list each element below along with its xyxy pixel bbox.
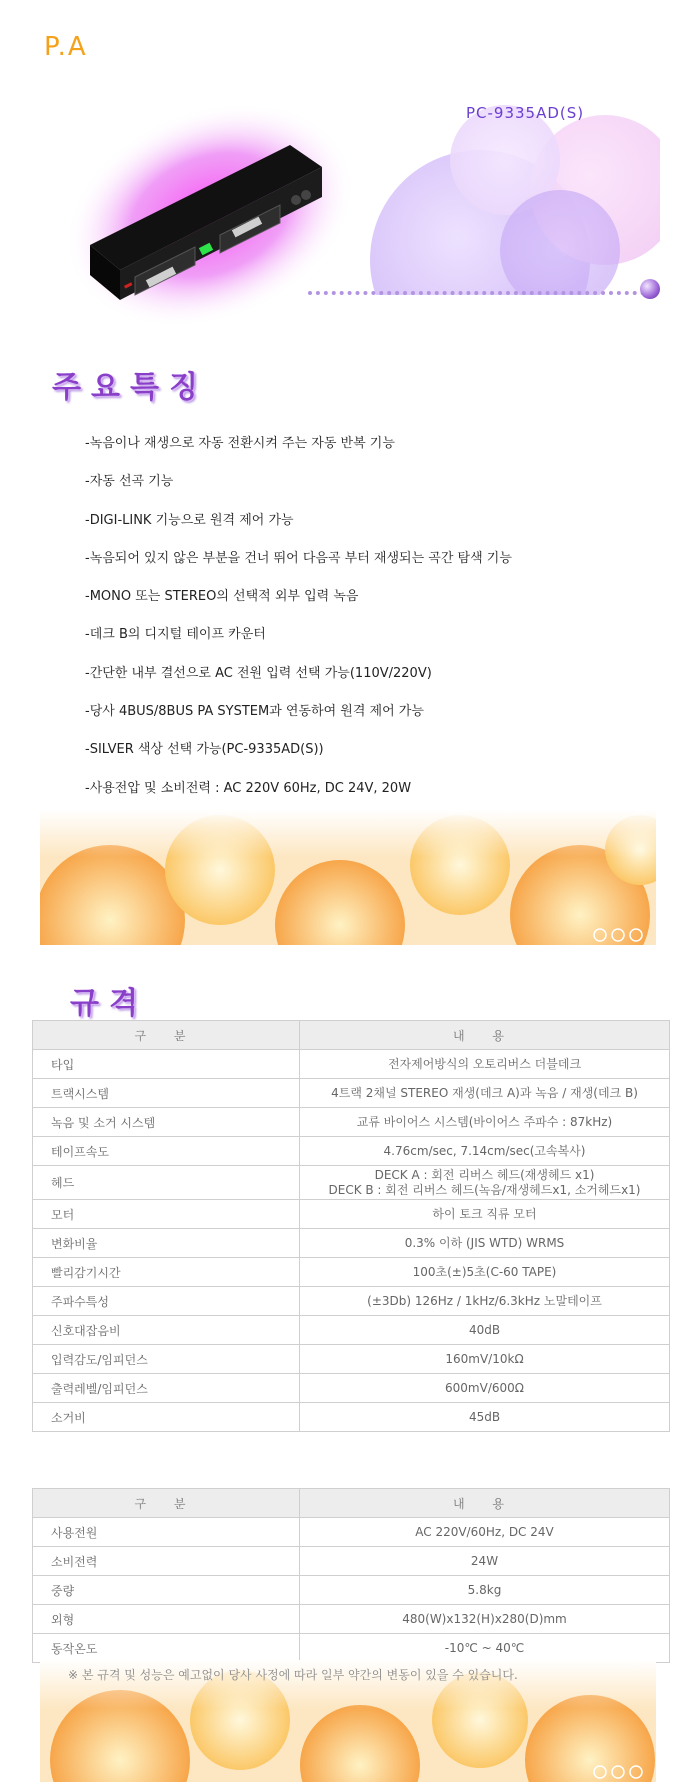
row-value: -10℃ ~ 40℃	[300, 1634, 670, 1663]
row-value: 24W	[300, 1547, 670, 1576]
row-label: 사용전원	[33, 1518, 300, 1547]
row-label: 입력감도/임피던스	[33, 1345, 300, 1374]
table-row	[33, 1200, 670, 1229]
feature-list	[85, 432, 645, 853]
table-row	[33, 1345, 670, 1374]
row-label: 녹음 및 소거 시스템	[33, 1108, 300, 1137]
feature-item: -자동 선곡 기능	[85, 474, 174, 490]
row-label: 테이프속도	[33, 1137, 300, 1166]
row-value: 교류 바이어스 시스템(바이어스 주파수 : 87kHz)	[300, 1108, 670, 1137]
row-label: 소비전력	[33, 1547, 300, 1576]
header-category: 구 분	[33, 1489, 300, 1518]
row-label: 주파수특성	[33, 1287, 300, 1316]
row-value: 45dB	[300, 1403, 670, 1432]
header-category: 구 분	[33, 1021, 300, 1050]
row-value: 전자제어방식의 오토리버스 더블데크	[300, 1050, 670, 1079]
row-value: DECK A : 회전 리버스 헤드(재생헤드 x1) DECK B : 회전 리버스 헤드(녹음/재생헤드x1, 소거헤드x1)	[300, 1166, 670, 1200]
orange-decor-band	[40, 810, 656, 945]
table-row	[33, 1079, 670, 1108]
table-row	[33, 1287, 670, 1316]
row-value: 40dB	[300, 1316, 670, 1345]
feature-item: -당사 4BUS/8BUS PA SYSTEM과 연동하여 원격 제어 가능	[85, 704, 424, 720]
feature-item: -사용전압 및 소비전력 : AC 220V 60Hz, DC 24V, 20W	[85, 780, 412, 796]
table-row	[33, 1576, 670, 1605]
table-row	[33, 1547, 670, 1576]
features-title: 주요특징	[52, 370, 208, 405]
feature-item: -녹음되어 있지 않은 부분을 건너 뛰어 다음곡 부터 재생되는 곡간 탐색 기능	[85, 550, 512, 566]
row-label: 중량	[33, 1576, 300, 1605]
header-content: 내 용	[300, 1489, 670, 1518]
row-value: 4.76cm/sec, 7.14cm/sec(고속복사)	[300, 1137, 670, 1166]
row-label: 출력레벨/임피던스	[33, 1374, 300, 1403]
row-value: (±3Db) 126Hz / 1kHz/6.3kHz 노말테이프	[300, 1287, 670, 1316]
power-table	[32, 1488, 670, 1663]
row-label: 신호대잡음비	[33, 1316, 300, 1345]
table-row	[33, 1137, 670, 1166]
disclaimer-note: ※ 본 규격 및 성능은 예고없이 당사 사정에 따라 일부 약간의 변동이 있을 수 있습니다.	[68, 1668, 518, 1682]
row-value: 0.3% 이하 (JIS WTD) WRMS	[300, 1229, 670, 1258]
row-value: 160mV/10kΩ	[300, 1345, 670, 1374]
feature-item: -SILVER 색상 선택 가능(PC-9335AD(S))	[85, 742, 324, 758]
spec-table	[32, 1020, 670, 1432]
feature-item: -녹음이나 재생으로 자동 전환시켜 주는 자동 반복 기능	[85, 436, 395, 451]
row-label: 변화비율	[33, 1229, 300, 1258]
row-label: 타입	[33, 1050, 300, 1079]
table-row	[33, 1258, 670, 1287]
table-header-row	[33, 1489, 670, 1518]
row-value: 100초(±)5초(C-60 TAPE)	[300, 1258, 670, 1287]
table-row	[33, 1403, 670, 1432]
spec-title: 규격	[70, 986, 148, 1021]
row-value: 480(W)x132(H)x280(D)mm	[300, 1605, 670, 1634]
table-row	[33, 1166, 670, 1200]
purple-ball-icon	[640, 279, 660, 299]
table-row	[33, 1108, 670, 1137]
table-row	[33, 1316, 670, 1345]
row-value: 4트랙 2채널 STEREO 재생(데크 A)과 녹음 / 재생(데크 B)	[300, 1079, 670, 1108]
row-label: 외형	[33, 1605, 300, 1634]
feature-item: -간단한 내부 결선으로 AC 전원 입력 선택 가능(110V/220V)	[85, 665, 432, 681]
table-row	[33, 1605, 670, 1634]
table-row	[33, 1518, 670, 1547]
feature-item: -MONO 또는 STEREO의 선택적 외부 입력 녹음	[85, 589, 359, 605]
header-content: 내 용	[300, 1021, 670, 1050]
row-value: 600mV/600Ω	[300, 1374, 670, 1403]
table-header-row	[33, 1021, 670, 1050]
row-label: 동작온도	[33, 1634, 300, 1663]
row-value: 하이 토크 직류 모터	[300, 1200, 670, 1229]
feature-item: -DIGI-LINK 기능으로 원격 제어 가능	[85, 512, 294, 528]
table-row	[33, 1374, 670, 1403]
row-label: 소거비	[33, 1403, 300, 1432]
category-title: P.A	[44, 32, 88, 62]
feature-item: -데크 B의 디지털 테이프 카운터	[85, 627, 266, 643]
row-label: 트랙시스템	[33, 1079, 300, 1108]
row-label: 헤드	[33, 1166, 300, 1200]
row-value: AC 220V/60Hz, DC 24V	[300, 1518, 670, 1547]
model-name: PC-9335AD(S)	[466, 104, 585, 122]
row-value: 5.8kg	[300, 1576, 670, 1605]
table-row	[33, 1229, 670, 1258]
table-row	[33, 1050, 670, 1079]
table-row	[33, 1634, 670, 1663]
cassette-deck-image	[60, 95, 360, 325]
row-label: 모터	[33, 1200, 300, 1229]
row-label: 빨리감기시간	[33, 1258, 300, 1287]
